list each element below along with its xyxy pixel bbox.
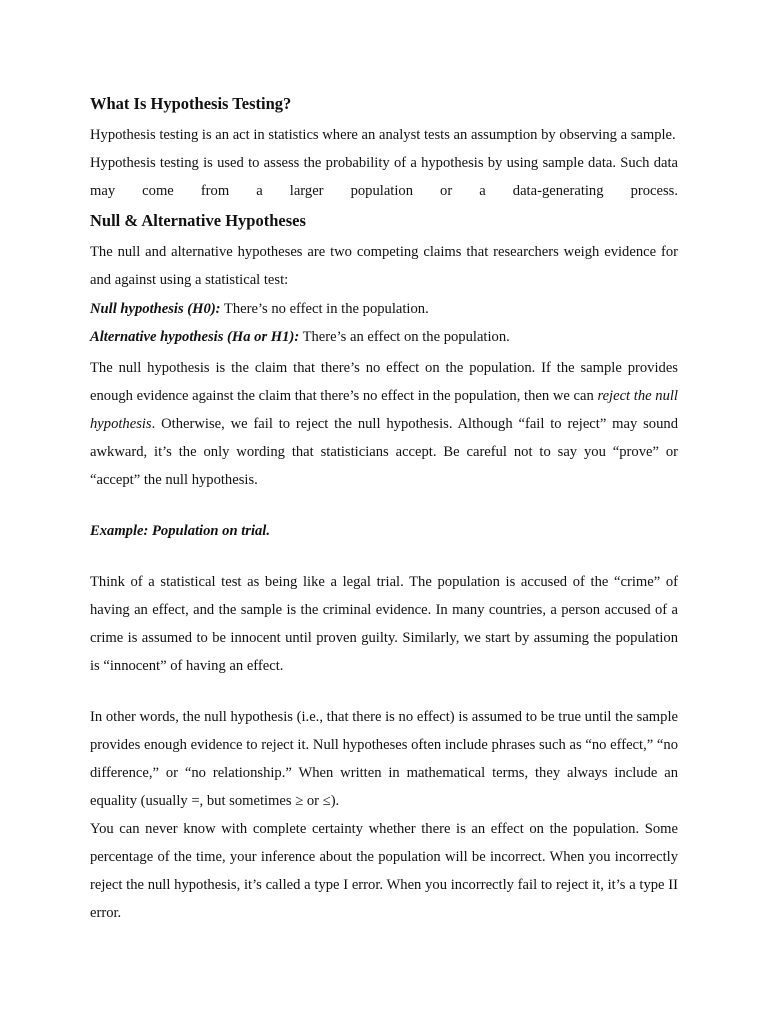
alternative-hypothesis-definition [90,323,678,351]
paragraph-legal-trial: Think of a statistical test as being like a legal trial. The population is accused of the “crime” of having an effect, and the sample is the criminal evidence. In many countries, a person accused of a crime is assumed to be innocent until proven guilty. Similarly, we start by assuming the population is “innocent” of having an effect. [90,574,678,674]
paragraph-null-claim-part1: The null hypothesis is the claim that there’s no effect on the population. If the sample provides enough evidence against the claim that there’s no effect in the population, then we can [90,360,678,404]
spacer [90,494,678,517]
paragraph-null-claim-part2: . Otherwise, we fail to reject the null hypothesis. Although “fail to reject” may sound awkward, it’s the only wording that statisticians accept. Be careful not to say you “prove” or “accept” the null hypothesis. [90,416,678,488]
example-heading: Example: Population on trial. [90,523,271,539]
spacer [90,545,678,568]
null-hypothesis-definition [90,295,678,323]
paragraph-definition: Hypothesis testing is an act in statistics where an analyst tests an assumption by observing a sample. [90,127,676,143]
heading-what-is-hypothesis-testing: What Is Hypothesis Testing? [90,94,292,113]
document-body [90,90,678,927]
null-hypothesis-term: Null hypothesis (H0): [90,301,221,317]
paragraph-null-claim [90,354,678,494]
paragraph-sample-data: Hypothesis testing is used to assess the probability of a hypothesis by using sample data. Such data may come from a larger population or a data-generating process. [90,155,678,199]
paragraph-competing-claims: The null and alternative hypotheses are two competing claims that researchers weigh evidence for and against using a statistical test: [90,244,678,288]
heading-null-alternative: Null & Alternative Hypotheses [90,211,306,230]
paragraph-other-words: In other words, the null hypothesis (i.e., that there is no effect) is assumed to be true until the sample provides enough evidence to reject it. Null hypotheses often include phrases such as “no effect,” “no difference,” or “no relationship.” When written in mathematical terms, they always include an equality (usually =, but sometimes ≥ or ≤). [90,709,678,809]
alternative-hypothesis-term: Alternative hypothesis (Ha or H1): [90,329,300,345]
null-hypothesis-text: There’s no effect in the population. [220,301,429,317]
alternative-hypothesis-text: There’s an effect on the population. [299,329,510,345]
paragraph-certainty: You can never know with complete certainty whether there is an effect on the population. Some percentage of the time, your inference about the population will be incorrect. When you incorrectly reject the null hypothesis, it’s called a type I error. When you incorrectly fail to reject it, it’s a type II error. [90,821,678,921]
spacer [90,680,678,703]
reject-null-phrase: reject the null hypothesis [90,388,678,432]
